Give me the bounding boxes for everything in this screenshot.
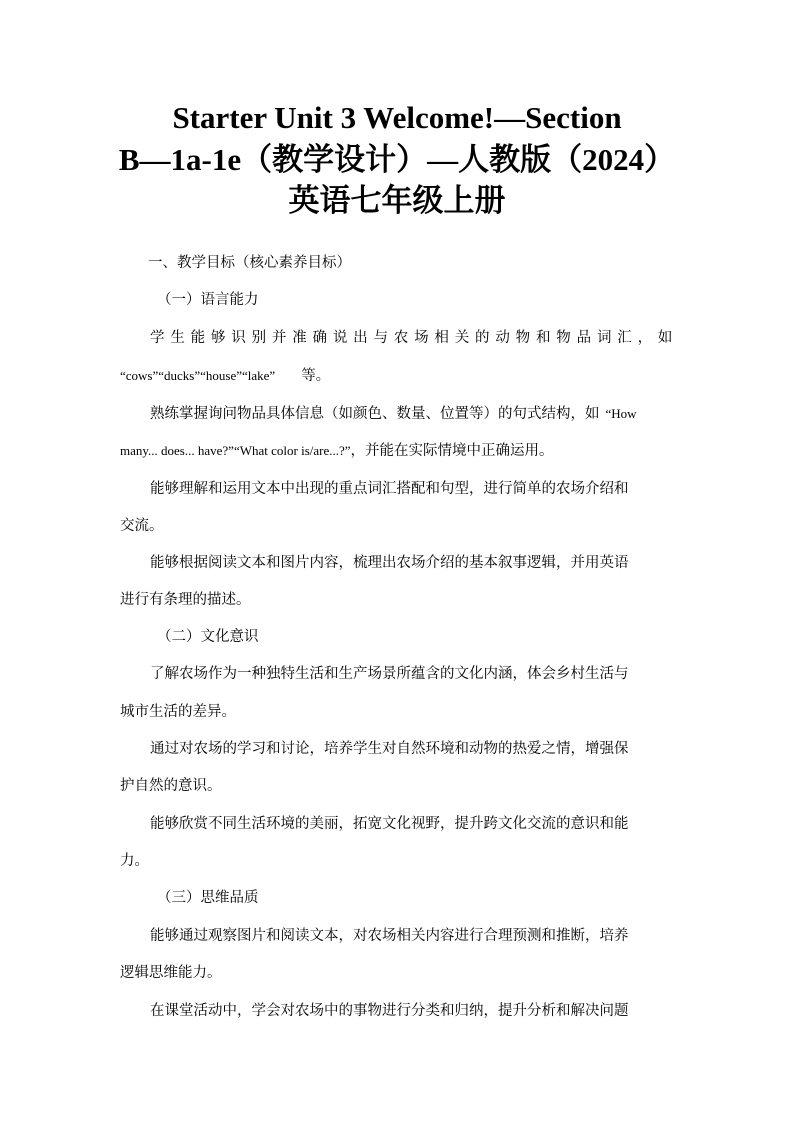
subheading-thinking-quality: （三）思维品质 xyxy=(157,890,259,906)
paragraph-2-line-1-en: “How xyxy=(605,406,637,421)
paragraph-8-line-1: 能够通过观察图片和阅读文本，对农场相关内容进行合理预测和推断，培养 xyxy=(150,928,629,944)
paragraph-1-line-1: 学生能够识别并准确说出与农场相关的动物和物品词汇，如 xyxy=(150,330,674,346)
paragraph-7-line-2: 力。 xyxy=(120,853,149,869)
subheading-language-ability: （一）语言能力 xyxy=(157,292,259,308)
sentence-patterns: many... does... have?”“What color is/are...?” xyxy=(120,443,351,458)
paragraph-5-line-1: 了解农场作为一种独特生活和生产场景所蕴含的文化内涵，体会乡村生活与 xyxy=(150,666,629,682)
section-heading-teaching-goals: 一、教学目标（核心素养目标） xyxy=(148,255,351,271)
document-title-line-1: Starter Unit 3 Welcome!—Section xyxy=(172,100,622,135)
paragraph-3-line-2: 交流。 xyxy=(120,518,164,534)
paragraph-2-line-1 xyxy=(150,404,637,424)
paragraph-6-line-2: 护自然的意识。 xyxy=(120,778,222,794)
document-title-line-3: 英语七年级上册 xyxy=(288,183,506,218)
paragraph-1-line-2-tail: 等。 xyxy=(301,368,331,384)
paragraph-5-line-2: 城市生活的差异。 xyxy=(120,704,236,720)
paragraph-7-line-1: 能够欣赏不同生活环境的美丽，拓宽文化视野，提升跨文化交流的意识和能 xyxy=(150,816,629,832)
vocabulary-examples: “cows”“ducks”“house”“lake” xyxy=(120,368,276,383)
paragraph-2-line-2 xyxy=(120,441,554,461)
paragraph-2-line-1-cn: 熟练掌握询问物品具体信息（如颜色、数量、位置等）的句式结构，如 xyxy=(150,406,600,422)
document-title-line-2: B—1a-1e（教学设计）—人教版（2024） xyxy=(118,142,676,177)
paragraph-8-line-2: 逻辑思维能力。 xyxy=(120,965,222,981)
paragraph-9-line-1: 在课堂活动中，学会对农场中的事物进行分类和归纳，提升分析和解决问题 xyxy=(150,1003,629,1019)
paragraph-6-line-1: 通过对农场的学习和讨论，培养学生对自然环境和动物的热爱之情，增强保 xyxy=(150,741,629,757)
paragraph-4-line-1: 能够根据阅读文本和图片内容，梳理出农场介绍的基本叙事逻辑，并用英语 xyxy=(150,555,629,571)
paragraph-3-line-1: 能够理解和运用文本中出现的重点词汇搭配和句型，进行简单的农场介绍和 xyxy=(150,481,629,497)
subheading-cultural-awareness: （二）文化意识 xyxy=(157,629,259,645)
paragraph-1-line-2 xyxy=(120,366,330,386)
paragraph-4-line-2: 进行有条理的描述。 xyxy=(120,592,251,608)
paragraph-2-line-2-cn: ，并能在实际情境中正确运用。 xyxy=(350,443,554,459)
